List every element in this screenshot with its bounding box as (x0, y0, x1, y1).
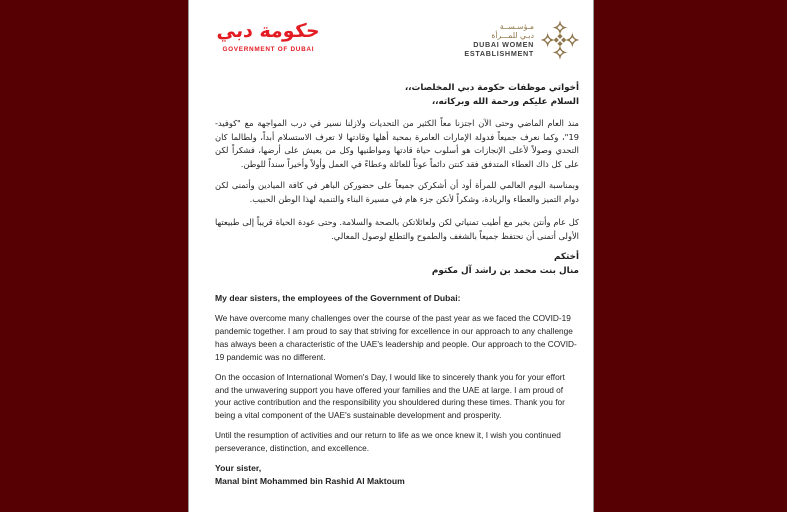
letter-document (188, 0, 594, 512)
english-salutation: My dear sisters, the employees of the Government of Dubai: (215, 293, 461, 303)
dwe-emblem-icon (541, 18, 579, 62)
dwe-arabic-line1: مـؤسـســة (499, 22, 534, 31)
government-of-dubai-logo (215, 18, 320, 53)
dwe-arabic-line2: دبـي للمـــرأة (491, 31, 534, 40)
government-of-dubai-calligraphy: حكومة دبي (215, 20, 321, 42)
arabic-letter (215, 81, 579, 278)
arabic-paragraph-1: منذ العام الماضي وحتى الآن اجتزنا معاً الكثير من التحديات ولازلنا نسير في درب المواجهة مع "كوفيد- 19"، وكما نعرف جميعاً فدولة الإمارات العامرة بمحبة أهلها وقادتها لا تعرف الاستسلام أبداً، ولطالما كان التحدي وصولاً لأعلى الإنجازات هو أسلوب حياة قادتها ومواطنيها وكل من يعيش على أرضها، فشكراً لكن على كل ذاك العطاء المتدفق فقد كنتن دائماً عوناً للعائلة وعطاءً في العمل وأولاً وأخيراً سنداً للوطن. (215, 118, 579, 169)
arabic-signature-name: منال بنت محمد بن راشد آل مكتوم (431, 266, 579, 276)
dwe-english-line2: ESTABLISHMENT (464, 49, 534, 58)
arabic-paragraph-2: وبمناسبة اليوم العالمي للمرأة أود أن أشكركن جميعاً على حضوركن الباهر في كافة الميادين وأتمنى لكن دوام التميز والعطاء والريادة، وشكراً لأنكن جزء هام في مسيرة البناء والتنمية لهذا الوطن الحبيب. (215, 180, 579, 204)
arabic-salutation-line1: أخواتي موظفات حكومة دبي المخلصات،، (404, 83, 579, 93)
letterhead (215, 18, 579, 64)
arabic-salutation-line2: السلام عليكم ورحمة الله وبركاته،، (431, 97, 579, 107)
english-paragraph-3: Until the resumption of activities and our return to life as we once knew it, I wish you continued perseverance, distinction, and excellence. (215, 430, 561, 454)
arabic-paragraph-3: كل عام وأنتن بخير مع أطيب تمنياتي لكن ولعائلاتكن بالصحة والسلامة. وحتى عودة الحياة قريباً إلى طبيعتها الأولى أتمنى أن نحتفظ جميعاً بالشغف والطموح والتطلع لوصول المعالي. (215, 217, 579, 241)
english-paragraph-2: On the occasion of International Women's Day, I would like to sincerely thank you for your effort and the unwavering support you have offered your families and the UAE at large. I am proud of your active contribution and the responsibility you shouldered during these times. Thank you for being a vital component of the UAE's sustainable development and prosperity. (215, 371, 565, 421)
english-letter (215, 292, 579, 488)
dwe-english-line1: DUBAI WOMEN (473, 40, 534, 49)
arabic-closing-line1: أختكم (554, 252, 579, 262)
english-signature-name: Manal bint Mohammed bin Rashid Al Maktoum (215, 476, 405, 487)
english-paragraph-1: We have overcome many challenges over the course of the past year as we faced the COVID-19 pandemic together. I am proud to say that striving for excellence in our approach to any challenge has always been a characteristic of the UAE's leadership and people. Our approach to the COVID-19 pandemic was no different. (215, 313, 577, 362)
government-of-dubai-wordmark: GOVERNMENT OF DUBAI (222, 46, 315, 53)
dwe-logo-text (464, 22, 534, 58)
dubai-women-establishment-logo (464, 18, 579, 62)
english-closing-line: Your sister, (215, 463, 262, 474)
